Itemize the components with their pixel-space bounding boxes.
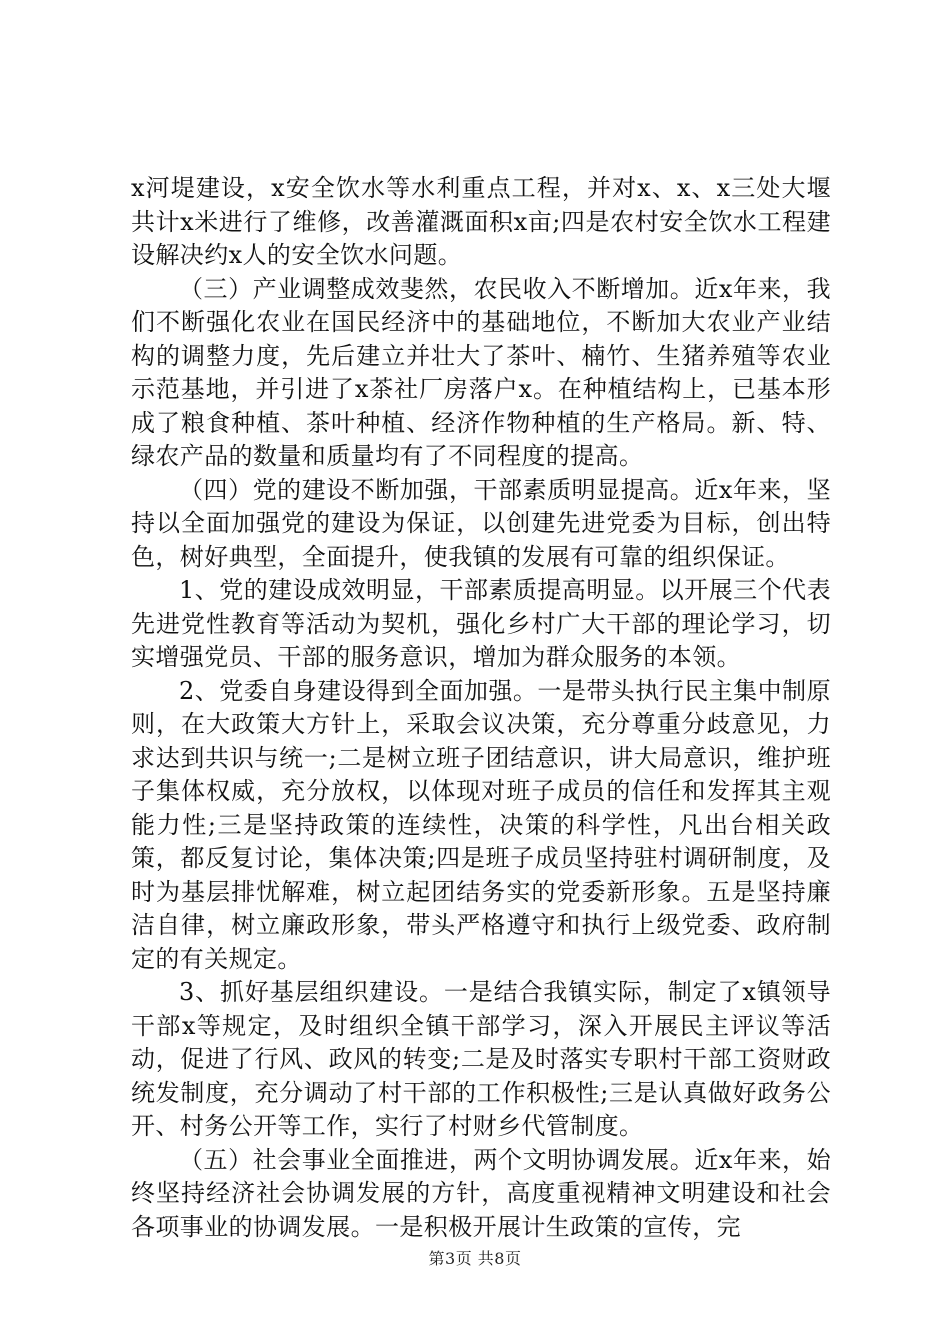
- page-footer: 第3页 共8页: [428, 1249, 522, 1268]
- paragraph-4: 1、党的建设成效明显，干部素质提高明显。以开展三个代表先进党性教育等活动为契机，强化乡村广大干部的理论学习，切实增强党员、干部的服务意识，增加为群众服务的本领。: [131, 576, 831, 671]
- document-body: [131, 172, 831, 1244]
- paragraph-1: x河堤建设，x安全饮水等水利重点工程，并对x、x、x三处大堰共计x米进行了维修，改善灌溉面积x亩;四是农村安全饮水工程建设解决约x人的安全饮水问题。: [131, 174, 831, 269]
- paragraph-5: 2、党委自身建设得到全面加强。一是带头执行民主集中制原则，在大政策大方针上，采取会议决策，充分尊重分歧意见，力求达到共识与统一;二是树立班子团结意识，讲大局意识，维护班子集体权威，充分放权，以体现对班子成员的信任和发挥其主观能力性;三是坚持政策的连续性，决策的科学性，凡出台相关政策，都反复讨论，集体决策;四是班子成员坚持驻村调研制度，及时为基层排忧解难，树立起团结务实的党委新形象。五是坚持廉洁自律，树立廉政形象，带头严格遵守和执行上级党委、政府制定的有关规定。: [131, 676, 831, 973]
- paragraph-3: （四）党的建设不断加强，干部素质明显提高。近x年来，坚持以全面加强党的建设为保证，以创建先进党委为目标，创出特色，树好典型，全面提升，使我镇的发展有可靠的组织保证。: [131, 475, 831, 571]
- paragraph-7: （五）社会事业全面推进，两个文明协调发展。近x年来，始终坚持经济社会协调发展的方针，高度重视精神文明建设和社会各项事业的协调发展。一是积极开展计生政策的宣传，完: [131, 1145, 831, 1241]
- paragraph-2: （三）产业调整成效斐然，农民收入不断增加。近x年来，我们不断强化农业在国民经济中的基础地位，不断加大农业产业结构的调整力度，先后建立并壮大了茶叶、楠竹、生猪养殖等农业示范基地，并引进了x茶社厂房落户x。在种植结构上，已基本形成了粮食种植、茶叶种植、经济作物种植的生产格局。新、特、绿农产品的数量和质量均有了不同程度的提高。: [131, 274, 831, 470]
- paragraph-6: 3、抓好基层组织建设。一是结合我镇实际，制定了x镇领导干部x等规定，及时组织全镇干部学习，深入开展民主评议等活动，促进了行风、政风的转变;二是及时落实专职村干部工资财政统发制度，充分调动了村干部的工作积极性;三是认真做好政务公开、村务公开等工作，实行了村财乡代管制度。: [131, 978, 831, 1140]
